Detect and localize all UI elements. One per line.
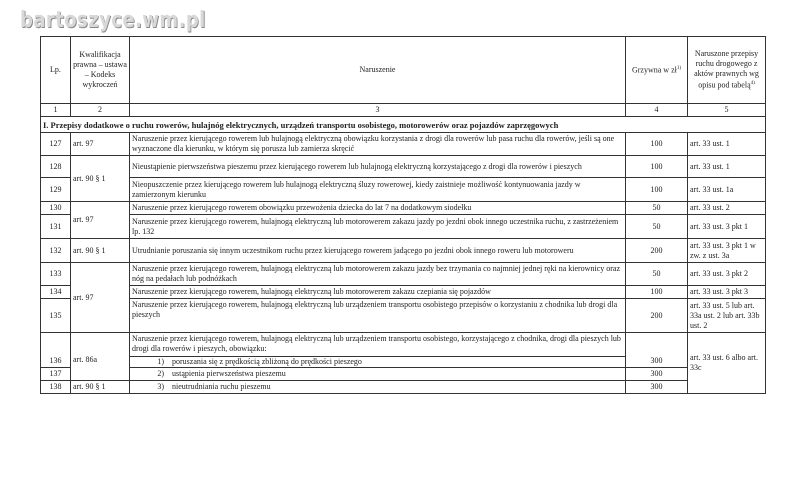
row-kwalifikacja: art. 97 [71,263,130,333]
row-naruszenie: Naruszenie przez kierującego rowerem lub hulajnogą elektryczną obowiązku korzystania z drogi dla rowerów lub pasa ruchu dla rowerów, jeśli są one wyznaczone dla kierunku, w którym się porusza lub zamierza skręcić [130,133,626,156]
row-naruszenie: Utrudnianie poruszania się innym uczestnikom ruchu przez kierującego rowerem jadącego po jezdni obok innego roweru lub motoroweru [130,239,626,263]
fines-table [40,36,766,394]
table-row [41,202,766,215]
row-lp: 138 [41,381,71,394]
row-przepisy: art. 33 ust. 3 pkt 2 [688,263,766,286]
group-item-text: ustąpienia pierwszeństwa pieszemu [172,369,286,378]
header-przepisy-sup: 4) [750,81,755,87]
row-przepisy: art. 33 ust. 6 albo art. 33c [688,333,766,394]
header-grzywna-sup: 1) [676,66,682,72]
row-lp: 128 [41,156,71,178]
group-item [132,369,623,379]
group-item-number: 1) [157,357,164,366]
table-row [41,263,766,286]
row-grzywna: 300 [626,381,688,394]
watermark-logo: bartoszyce.wm.pl [20,8,206,33]
group-item-text: poruszania się z prędkością zbliżoną do prędkości pieszego [172,357,362,366]
table-row [41,381,766,394]
row-lp: 132 [41,239,71,263]
group-intro: Naruszenie przez kierującego rowerem, hulajnogą elektryczną lub urządzeniem transportu osobistego, korzystającego z chodnika, drogi dla pieszych lub drogi dla rowerów i pieszych, obowiązku: [132,334,621,353]
row-kwalifikacja: art. 90 § 1 [71,156,130,202]
row-naruszenie: Naruszenie przez kierującego rowerem, hulajnogą elektryczną lub motorowerem zakazu czepiania się pojazdów [130,286,626,299]
row-lp: 137 [41,368,71,381]
header-przepisy-text: Naruszone przepisy ruchu drogowego z aktów prawnych wg opisu pod tabelą [694,49,759,90]
header-lp: Lp. [41,37,71,104]
row-kwalifikacja: art. 90 § 1 [71,381,130,394]
row-przepisy: art. 33 ust. 1 [688,133,766,156]
column-number: 2 [71,104,130,117]
group-item [132,382,623,392]
row-przepisy: art. 33 ust. 2 [688,202,766,215]
table-row [41,333,766,368]
row-grzywna: 300 [626,333,688,368]
row-przepisy: art. 33 ust. 1a [688,178,766,202]
row-naruszenie [130,333,626,368]
column-number: 5 [688,104,766,117]
header-przepisy [688,37,766,104]
row-lp: 131 [41,215,71,239]
column-number: 1 [41,104,71,117]
row-kwalifikacja: art. 90 § 1 [71,239,130,263]
table-row [41,286,766,299]
row-przepisy: art. 33 ust. 3 pkt 1 w zw. z ust. 3a [688,239,766,263]
group-item [130,356,625,367]
table-row [41,299,766,333]
row-kwalifikacja: art. 97 [71,133,130,156]
column-number: 4 [626,104,688,117]
row-grzywna: 100 [626,286,688,299]
row-naruszenie [130,381,626,394]
row-kwalifikacja: art. 86a [71,333,130,381]
row-naruszenie: Nieustąpienie pierwszeństwa pieszemu przez kierującego rowerem lub hulajnogą elektryczną korzystającego z drogi dla rowerów i pieszych [130,156,626,178]
header-row [41,37,766,104]
row-lp: 130 [41,202,71,215]
header-naruszenie: Naruszenie [130,37,626,104]
group-item-number: 2) [157,369,164,378]
group-item-text: nieutrudniania ruchu pieszemu [172,382,271,391]
section-row [41,117,766,133]
column-number: 3 [130,104,626,117]
section-title: I. Przepisy dodatkowe o ruchu rowerów, hulajnóg elektrycznych, urządzeń transportu osobistego, motorowerów oraz pojazdów zaprzęgowych [41,117,766,133]
header-grzywna-text: Grzywna w zł [631,65,677,75]
table-row [41,133,766,156]
header-grzywna [626,37,688,104]
row-grzywna: 50 [626,215,688,239]
row-grzywna: 100 [626,133,688,156]
row-grzywna: 200 [626,299,688,333]
row-grzywna: 100 [626,156,688,178]
row-naruszenie: Naruszenie przez kierującego rowerem, hulajnogą elektryczną lub motorowerem zakazu jazdy po jezdni obok innego uczestnika ruchu, z zastrzeżeniem lp. 132 [130,215,626,239]
row-lp: 136 [41,333,71,368]
row-grzywna: 200 [626,239,688,263]
row-naruszenie: Naruszenie przez kierującego rowerem, hulajnogą elektryczną lub motorowerem zakazu jazdy bez trzymania co najmniej jednej ręki na kierownicy oraz nóg na pedałach lub podnóżkach [130,263,626,286]
row-przepisy: art. 33 ust. 3 pkt 3 [688,286,766,299]
row-naruszenie [130,368,626,381]
group-item-number: 3) [157,382,164,391]
row-grzywna: 50 [626,202,688,215]
row-naruszenie: Naruszenie przez kierującego rowerem obowiązku przewożenia dziecka do lat 7 na dodatkowym siodełku [130,202,626,215]
row-lp: 134 [41,286,71,299]
table-row [41,239,766,263]
row-lp: 127 [41,133,71,156]
row-naruszenie: Nieopuszczenie przez kierującego rowerem lub hulajnogą elektryczną śluzy rowerowej, kiedy zaistnieje możliwość kontynuowania jazdy w zamierzonym kierunku [130,178,626,202]
row-grzywna: 300 [626,368,688,381]
table-row [41,156,766,178]
row-naruszenie: Naruszenie przez kierującego rowerem, hulajnogą elektryczną lub urządzeniem transportu osobistego przepisów o korzystaniu z chodnika lub drogi dla pieszych [130,299,626,333]
row-lp: 133 [41,263,71,286]
row-przepisy: art. 33 ust. 3 pkt 1 [688,215,766,239]
row-grzywna: 50 [626,263,688,286]
row-lp: 135 [41,299,71,333]
table-row [41,368,766,381]
row-kwalifikacja: art. 97 [71,202,130,239]
table-row [41,178,766,202]
row-przepisy: art. 33 ust. 1 [688,156,766,178]
row-przepisy: art. 33 ust. 5 lub art. 33a ust. 2 lub art. 33b ust. 2 [688,299,766,333]
table-row [41,215,766,239]
header-kwalifikacja: Kwalifikacja prawna – ustawa – Kodeks wykroczeń [71,37,130,104]
row-grzywna: 100 [626,178,688,202]
row-lp: 129 [41,178,71,202]
column-number-row [41,104,766,117]
